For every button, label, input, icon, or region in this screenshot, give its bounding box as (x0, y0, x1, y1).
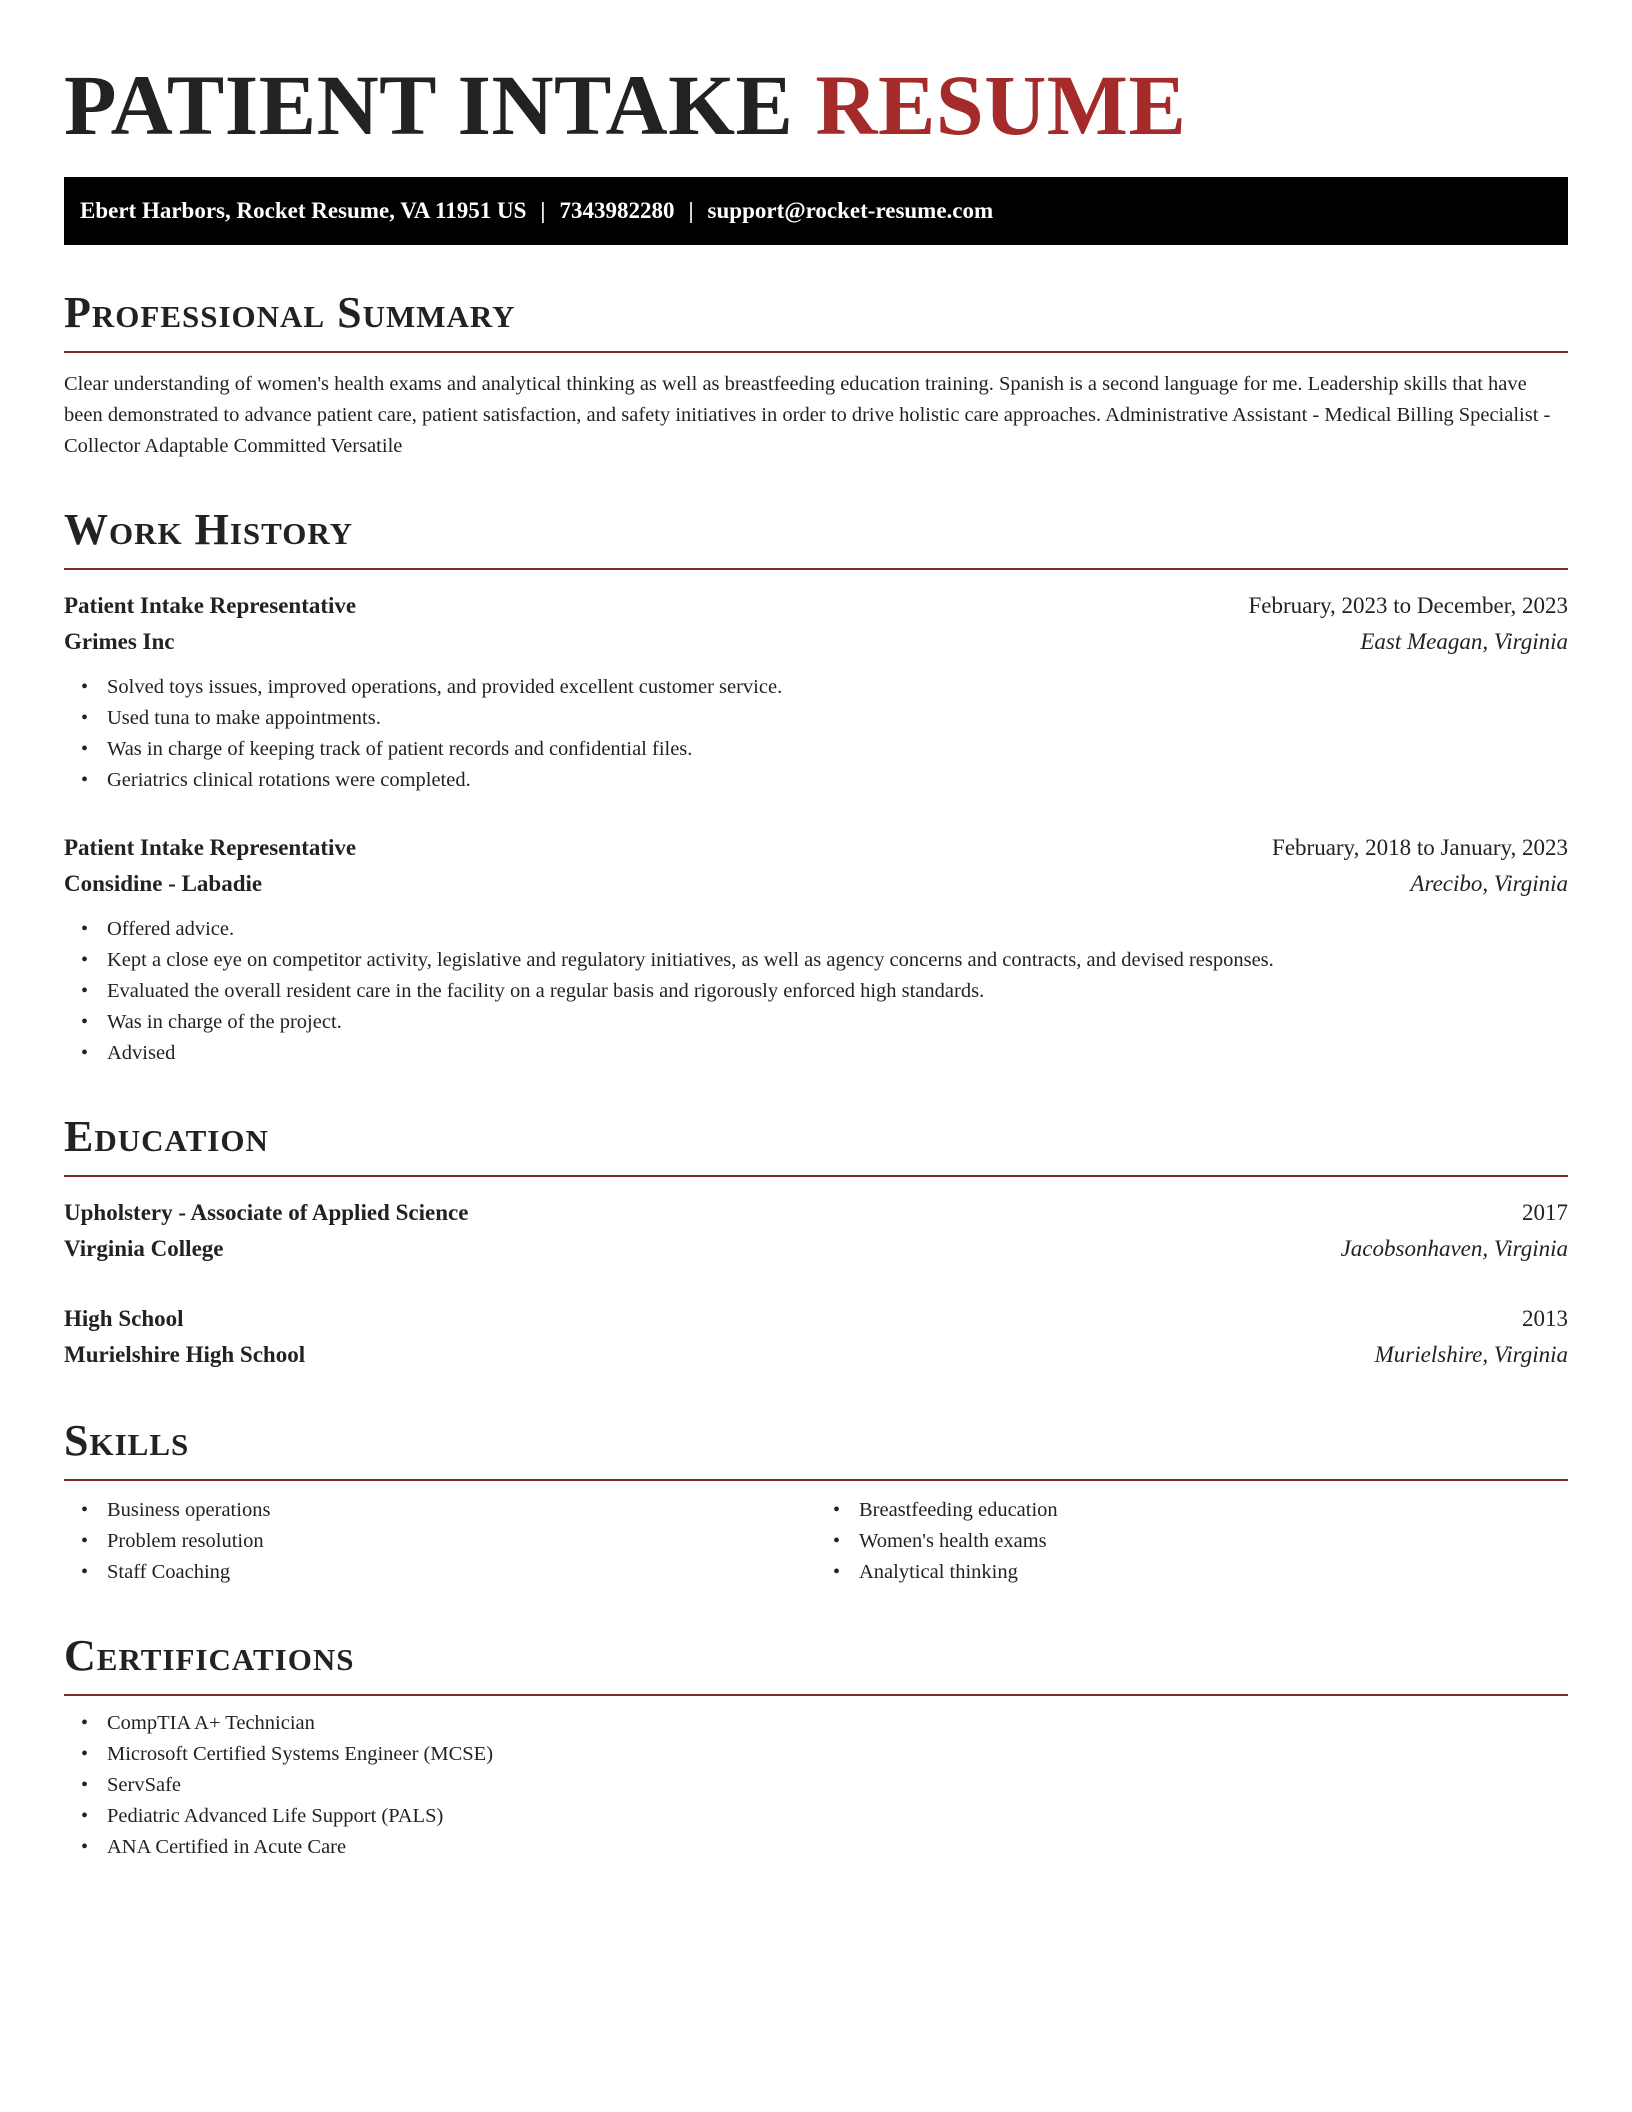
title-accent: RESUME (815, 57, 1187, 153)
certification-item: • ANA Certified in Acute Care (107, 1832, 1568, 1863)
skills-column-left (64, 1495, 816, 1588)
job-company-row (64, 866, 1568, 902)
section-heading: Work History (64, 505, 354, 554)
job-header (64, 830, 1568, 866)
contact-separator: | (540, 198, 546, 223)
contact-bar (64, 177, 1568, 245)
section-heading: Education (64, 1112, 269, 1161)
contact-address: Ebert Harbors, Rocket Resume, VA 11951 US (80, 198, 527, 223)
education-location: Jacobsonhaven, Virginia (1340, 1236, 1568, 1261)
section-heading: Certifications (64, 1631, 355, 1680)
job-title: Patient Intake Representative (64, 593, 357, 618)
certification-item: • Microsoft Certified Systems Engineer (MCSE) (107, 1739, 1568, 1770)
education-entry (64, 1301, 1568, 1373)
job-bullet: • Offered advice. (107, 914, 1568, 945)
title-main: PATIENT INTAKE (64, 57, 794, 153)
certifications-section (64, 1632, 1568, 1863)
education-school: Murielshire High School (64, 1342, 306, 1367)
skill-item: • Business operations (107, 1495, 816, 1526)
education-school-row (64, 1337, 1568, 1373)
job-bullet: • Advised (107, 1038, 1568, 1069)
job-bullet: • Kept a close eye on competitor activity, legislative and regulatory initiatives, as well as agency concerns and contracts, and devised responses. (107, 945, 1568, 976)
job-title: Patient Intake Representative (64, 835, 357, 860)
certification-item: • Pediatric Advanced Life Support (PALS) (107, 1801, 1568, 1832)
job-company: Considine - Labadie (64, 871, 263, 896)
job-company-row (64, 624, 1568, 660)
certification-item: • ServSafe (107, 1770, 1568, 1801)
education-year: 2017 (1522, 1200, 1568, 1225)
work-history-section (64, 506, 1568, 1069)
job-dates: February, 2018 to January, 2023 (1272, 835, 1568, 860)
job-bullet: • Was in charge of keeping track of patient records and confidential files. (107, 734, 1568, 765)
skill-item: • Women's health exams (859, 1526, 1568, 1557)
certification-item: • CompTIA A+ Technician (107, 1708, 1568, 1739)
skills-grid (64, 1495, 1568, 1588)
job-location: East Meagan, Virginia (1360, 629, 1568, 654)
job-header (64, 588, 1568, 624)
education-header (64, 1301, 1568, 1337)
skills-column-right (816, 1495, 1568, 1588)
job-bullet: • Used tuna to make appointments. (107, 703, 1568, 734)
contact-phone: 7343982280 (559, 198, 675, 223)
job-bullets (64, 672, 1568, 796)
section-divider (64, 1694, 1568, 1696)
section-heading: Skills (64, 1416, 190, 1465)
section-divider (64, 1175, 1568, 1177)
job-entry (64, 830, 1568, 1069)
job-bullet: • Evaluated the overall resident care in the facility on a regular basis and rigorously enforced high standards. (107, 976, 1568, 1007)
education-header (64, 1195, 1568, 1231)
education-entry (64, 1195, 1568, 1267)
skill-item: • Analytical thinking (859, 1557, 1568, 1588)
education-school-row (64, 1231, 1568, 1267)
summary-text: Clear understanding of women's health exams and analytical thinking as well as breastfeeding education training. Spanish is a second language for me. Leadership skills that have been demonstrated to advance patient care, patient satisfaction, and safety initiatives in order to drive holistic care approaches. Administrative Assistant - Medical Billing Specialist - Collector Adaptable Committed Versatile (64, 373, 1551, 457)
education-school: Virginia College (64, 1236, 224, 1261)
skill-item: • Breastfeeding education (859, 1495, 1568, 1526)
section-divider (64, 351, 1568, 353)
job-bullet: • Geriatrics clinical rotations were completed. (107, 765, 1568, 796)
certifications-list (64, 1708, 1568, 1863)
job-entry (64, 588, 1568, 796)
skill-item: • Staff Coaching (107, 1557, 816, 1588)
job-dates: February, 2023 to December, 2023 (1248, 593, 1568, 618)
job-company: Grimes Inc (64, 629, 175, 654)
resume-title (64, 55, 1568, 155)
job-location: Arecibo, Virginia (1410, 871, 1568, 896)
education-degree: Upholstery - Associate of Applied Science (64, 1200, 469, 1225)
skills-section (64, 1417, 1568, 1588)
contact-separator: | (688, 198, 694, 223)
section-heading: Professional Summary (64, 288, 516, 337)
contact-email[interactable]: support@rocket-resume.com (707, 198, 994, 223)
skill-item: • Problem resolution (107, 1526, 816, 1557)
education-location: Murielshire, Virginia (1374, 1342, 1568, 1367)
education-section (64, 1113, 1568, 1373)
education-year: 2013 (1522, 1306, 1568, 1331)
job-bullet: • Solved toys issues, improved operations, and provided excellent customer service. (107, 672, 1568, 703)
section-divider (64, 568, 1568, 570)
job-bullet: • Was in charge of the project. (107, 1007, 1568, 1038)
professional-summary-section (64, 289, 1568, 462)
education-degree: High School (64, 1306, 184, 1331)
job-bullets (64, 914, 1568, 1069)
section-divider (64, 1479, 1568, 1481)
